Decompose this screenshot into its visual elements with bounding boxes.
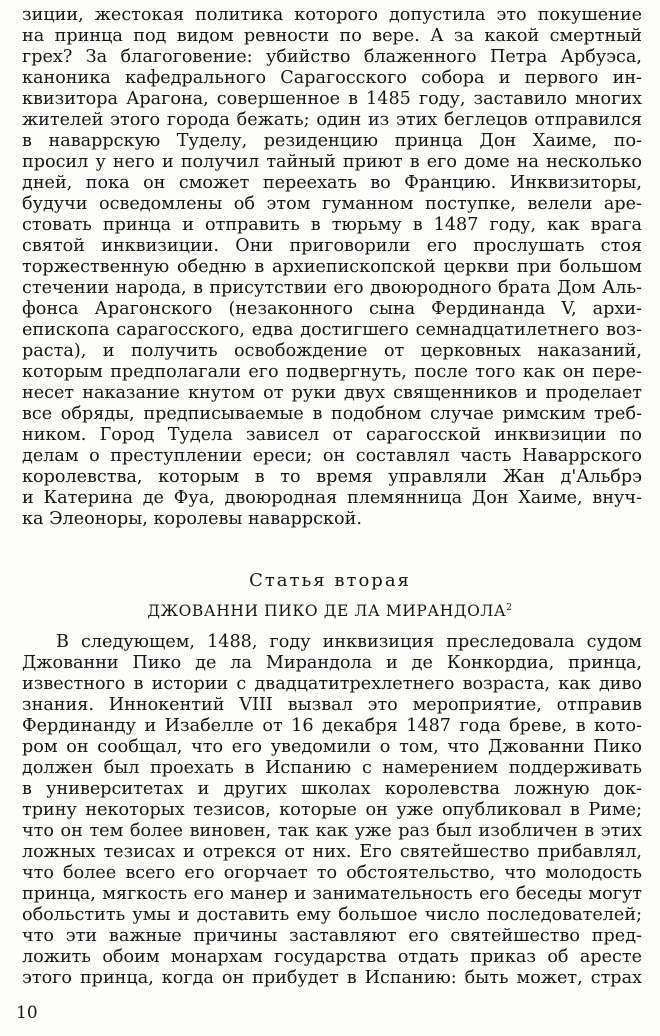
text-line: ка Элеоноры, королевы наваррской. (22, 509, 362, 529)
text-line: на принца под видом ревности по вере. А за какой смертный (22, 26, 642, 46)
section-title (0, 598, 660, 621)
text-line: просил у него и получил тайный приют в его доме на несколько (22, 152, 642, 172)
text-line: ложных тезисах и отрекся от них. Его святейшество прибавлял, (22, 842, 642, 862)
text-line: знания. Иннокентий VIII вызвал это мероприятие, отправив (22, 695, 642, 715)
text-line: принца, мягкость его манер и занимательность его беседы могут (22, 884, 642, 904)
text-line: что эти важные причины заставляют его святейшество пред- (22, 926, 642, 946)
text-line: каноника кафедрального Сарагосского собора и первого ин- (22, 68, 642, 88)
text-line: обольстить умы и доставить ему большое число последователей; (22, 905, 642, 925)
text-line: святой инквизиции. Они приговорили его прослушать стоя (22, 236, 642, 256)
text-line: все обряды, предписываемые в подобном случае римским треб- (22, 404, 642, 424)
text-line: стовать принца и отправить в тюрьму в 1487 году, как врага (22, 215, 642, 235)
text-line: несет наказание кнутом от руки двух священников и проделает (22, 383, 642, 403)
text-line: в университетах и других школах королевства ложную док- (22, 779, 642, 799)
text-line: стечении народа, в присутствии его двоюродного брата Дом Аль- (22, 278, 642, 298)
text-line: раста), и получить освобождение от церковных наказаний, (22, 341, 642, 361)
text-line: известного в истории с двадцатитрехлетнего возраста, как диво (22, 674, 642, 694)
section-title-text: ДЖОВАННИ ПИКО ДЕ ЛА МИРАНДОЛА (147, 602, 507, 620)
text-line: грех? За благоговение: убийство блаженного Петра Арбуэса, (22, 47, 642, 67)
text-line: трину некоторых тезисов, которые он уже опубликовал в Риме; (22, 800, 642, 820)
text-line: квизитора Арагона, совершенное в 1485 году, заставило многих (22, 89, 642, 109)
body-paragraph-1 (22, 5, 642, 530)
text-line: что он тем более виновен, так как уже раз был изобличен в этих (22, 821, 642, 841)
body-paragraph-2 (22, 632, 642, 989)
text-line: Джованни Пико де ла Мирандола и де Конкордиа, принца, (22, 653, 642, 673)
text-line: жителей этого города бежать; один из этих беглецов отправился (22, 110, 642, 130)
text-line: в наваррскую Туделу, резиденцию принца Дон Хаиме, по- (22, 131, 642, 151)
text-line: которым предполагали его подвергнуть, после того как он пере- (22, 362, 642, 382)
text-line: зиции, жестокая политика которого допустила это покушение (22, 5, 642, 25)
text-line: ложить обоим монархам государства отдать приказ об аресте (22, 947, 642, 967)
text-line: В следующем, 1488, году инквизиция преследовала судом (56, 632, 642, 652)
text-line: дней, пока он сможет переехать во Францию. Инквизиторы, (22, 173, 642, 193)
text-line: ром он сообщал, что его уведомили о том, что Джованни Пико (22, 737, 642, 757)
text-line: и Катерина де Фуа, двоюродная племянница Дон Хаиме, внуч- (22, 488, 642, 508)
section-label: Статья вторая (249, 570, 411, 591)
text-line: будучи осведомлены об этом гуманном поступке, велели аре- (22, 194, 642, 214)
text-line: этого принца, когда он прибудет в Испанию: быть может, страх (22, 968, 642, 988)
text-line: торжественную обедню в архиепископской церкви при большом (22, 257, 642, 277)
text-line: что более всего его огорчает то обстоятельство, что молодость (22, 863, 642, 883)
page-number: 10 (16, 1003, 38, 1023)
text-line: королевства, которым в то время управляли Жан д'Альбрэ (22, 467, 642, 487)
footnote-mark: 2 (506, 603, 513, 613)
text-line: делам о преступлении ереси; он составлял часть Наваррского (22, 446, 642, 466)
text-line: должен был проехать в Испанию с намерением поддерживать (22, 758, 642, 778)
text-line: фонса Арагонского (незаконного сына Фердинанда V, архи- (22, 299, 642, 319)
text-line: епископа сарагосского, едва достигшего семнадцатилетнего воз- (22, 320, 642, 340)
text-line: ником. Город Тудела зависел от сарагосской инквизиции по (22, 425, 642, 445)
text-line: Фердинанду и Изабелле от 16 декабря 1487 года бреве, в кото- (22, 716, 642, 736)
